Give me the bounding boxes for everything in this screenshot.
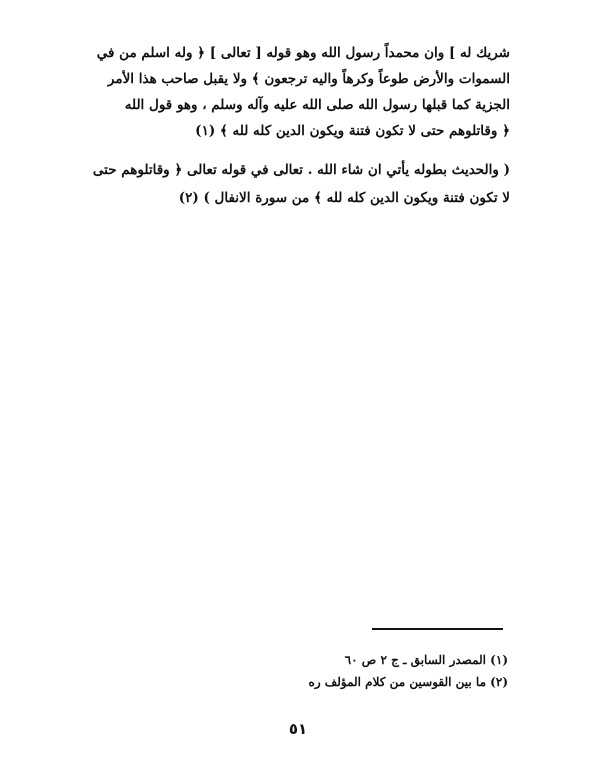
- footnotes: [309, 649, 508, 693]
- body-paragraph-2: [86, 156, 510, 212]
- page-number: ٥١: [288, 720, 308, 738]
- footnote-1: (١) المصدر السابق ـ ج ٢ ص ٦٠: [344, 653, 508, 667]
- footnote-divider: [372, 628, 503, 630]
- text-line: شريك له ] وان محمداً رسول الله وهو قوله [ تعالى ] ﴿ وله اسلم من في: [96, 45, 510, 61]
- footnote-2: (٢) ما بين القوسين من كلام المؤلف ره: [308, 675, 508, 689]
- text-line: ﴿ وقاتلوهم حتى لا تكون فتنة ويكون الدين كله لله ﴾ (١): [195, 123, 510, 139]
- body-paragraph-1: [82, 40, 510, 144]
- text-line: لا تكون فتنة ويكون الدين كله لله ﴾ من سورة الانفال ) (٢): [178, 190, 510, 206]
- text-line: السموات والأرض طوعاً وكرهاً واليه ترجعون ﴾ ولا يقبل صاحب هذا الأمر: [107, 71, 510, 87]
- text-line: ( والحديث بطوله يأتي ان شاء الله . تعالى في قوله تعالى ﴿ وقاتلوهم حتى: [92, 162, 510, 178]
- text-line: الجزية كما قبلها رسول الله صلى الله عليه وآله وسلم ، وهو قول الله: [124, 97, 510, 113]
